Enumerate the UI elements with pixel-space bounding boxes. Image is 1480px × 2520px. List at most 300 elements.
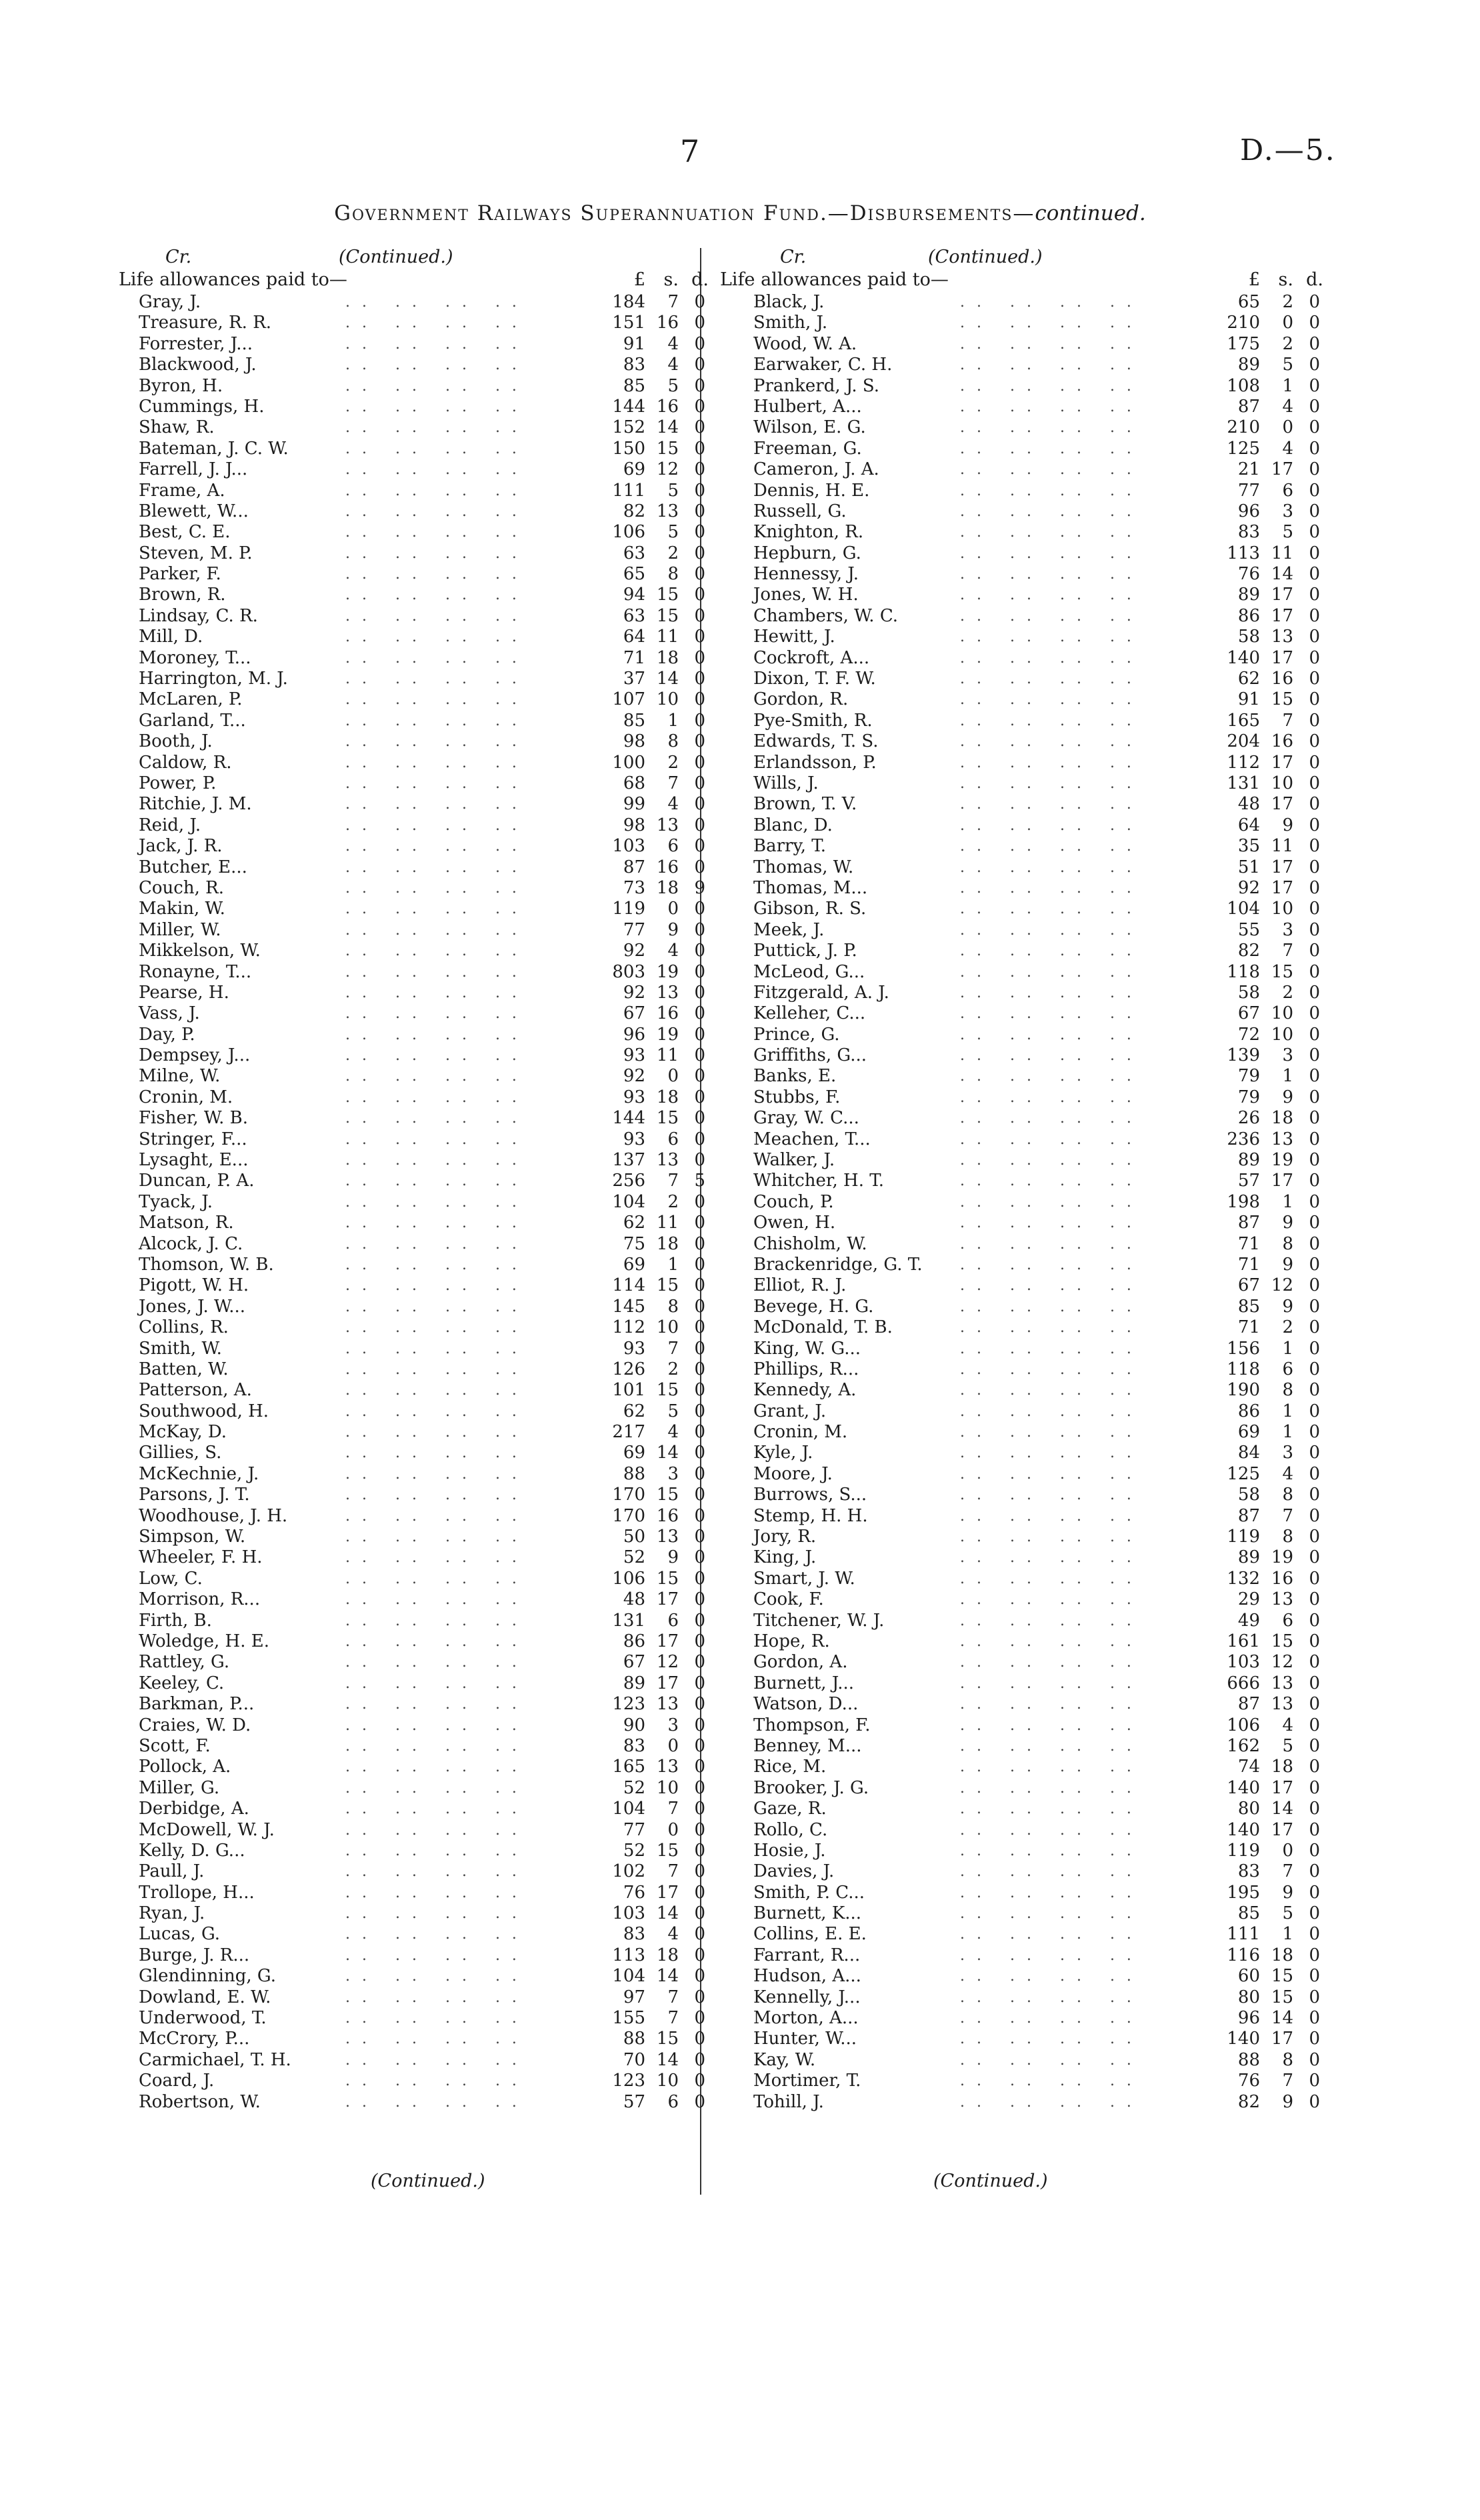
leader-dots: .. .. .. .. xyxy=(960,1759,1143,1776)
amount-pounds: 93 xyxy=(623,1338,645,1359)
leader-dots: .. .. .. .. xyxy=(960,1340,1143,1357)
amount-pence: 0 xyxy=(1309,355,1320,375)
leader-dots: .. .. .. .. xyxy=(345,1277,529,1295)
payee-name: Brackenridge, G. T. xyxy=(753,1254,923,1275)
left-pence-header: d. xyxy=(691,269,709,290)
table-row xyxy=(119,1213,739,1233)
left-heading: Life allowances paid to— xyxy=(119,269,347,290)
table-row xyxy=(119,1003,739,1024)
table-row xyxy=(733,564,1353,585)
right-heading: Life allowances paid to— xyxy=(720,269,949,290)
amount-pence: 0 xyxy=(1309,941,1320,961)
leader-dots: .. .. .. .. xyxy=(960,733,1143,751)
amount-pounds: 217 xyxy=(612,1422,645,1443)
amount-pounds: 55 xyxy=(1237,919,1260,940)
amount-pounds: 29 xyxy=(1237,1589,1260,1610)
payee-name: Blewett, W... xyxy=(139,501,249,521)
payee-name: Lindsay, C. R. xyxy=(139,605,258,626)
left-footer-continued: (Continued.) xyxy=(371,2171,485,2191)
payee-name: Cook, F. xyxy=(753,1589,824,1610)
right-cr-row xyxy=(733,247,1353,269)
leader-dots: .. .. .. .. xyxy=(345,1193,529,1211)
payee-name: Moore, J. xyxy=(753,1463,833,1484)
table-row xyxy=(733,941,1353,961)
payee-name: Gaze, R. xyxy=(753,1799,827,1819)
amount-pence: 0 xyxy=(694,1024,705,1045)
leader-dots: .. .. .. .. xyxy=(960,315,1143,332)
amount-pounds: 83 xyxy=(1237,522,1260,543)
amount-pence: 0 xyxy=(694,1129,705,1149)
amount-pence: 0 xyxy=(1309,815,1320,835)
payee-name: Harrington, M. J. xyxy=(139,669,288,689)
table-row xyxy=(119,1820,739,1841)
amount-shillings: 7 xyxy=(667,1171,679,1191)
amount-pounds: 126 xyxy=(612,1359,645,1379)
payee-name: Firth, B. xyxy=(139,1610,212,1631)
amount-pence: 0 xyxy=(694,1275,705,1296)
leader-dots: .. .. .. .. xyxy=(345,671,529,688)
amount-pounds: 119 xyxy=(1227,1527,1260,1547)
leader-dots: .. .. .. .. xyxy=(960,1968,1143,1985)
payee-name: Miller, W. xyxy=(139,919,221,940)
payee-name: Burnett, J... xyxy=(753,1673,855,1693)
amount-pounds: 69 xyxy=(623,1443,645,1463)
amount-shillings: 3 xyxy=(1282,501,1293,521)
leader-dots: .. .. .. .. xyxy=(960,1382,1143,1399)
table-row xyxy=(119,585,739,605)
payee-name: Rattley, G. xyxy=(139,1652,230,1673)
payee-name: Glendinning, G. xyxy=(139,1966,277,1987)
payee-name: Southwood, H. xyxy=(139,1401,269,1421)
amount-pounds: 77 xyxy=(1237,480,1260,501)
amount-shillings: 2 xyxy=(667,1359,679,1379)
amount-pence: 0 xyxy=(1309,2008,1320,2029)
leader-dots: .. .. .. .. xyxy=(960,1717,1143,1734)
amount-pence: 0 xyxy=(1309,627,1320,647)
leader-dots: .. .. .. .. xyxy=(345,1884,529,1901)
table-row xyxy=(733,1987,1353,2008)
leader-dots: .. .. .. .. xyxy=(345,691,529,709)
amount-pence: 0 xyxy=(694,982,705,1003)
amount-pence: 0 xyxy=(1309,1673,1320,1693)
amount-pence: 0 xyxy=(694,1735,705,1756)
leader-dots: .. .. .. .. xyxy=(345,482,529,499)
table-row xyxy=(733,1611,1353,1631)
table-row xyxy=(733,2029,1353,2049)
leader-dots: .. .. .. .. xyxy=(345,1403,529,1420)
leader-dots: .. .. .. .. xyxy=(345,963,529,981)
amount-pounds: 82 xyxy=(1237,941,1260,961)
payee-name: Meek, J. xyxy=(753,919,825,940)
amount-pence: 0 xyxy=(1309,1757,1320,1777)
amount-pence: 0 xyxy=(1309,1380,1320,1401)
amount-shillings: 2 xyxy=(1282,982,1293,1003)
amount-pounds: 91 xyxy=(1237,689,1260,710)
amount-pounds: 84 xyxy=(1237,1443,1260,1463)
payee-name: Fitzgerald, A. J. xyxy=(753,982,889,1003)
amount-pounds: 144 xyxy=(612,1108,645,1129)
amount-pounds: 93 xyxy=(623,1129,645,1149)
amount-pence: 0 xyxy=(1309,2029,1320,2049)
leader-dots: .. .. .. .. xyxy=(960,838,1143,855)
payee-name: Hunter, W... xyxy=(753,2029,857,2049)
table-row xyxy=(733,1066,1353,1087)
amount-shillings: 13 xyxy=(656,1527,679,1547)
table-row xyxy=(733,1506,1353,1527)
amount-shillings: 15 xyxy=(656,1108,679,1129)
payee-name: Booth, J. xyxy=(139,731,213,752)
leader-dots: .. .. .. .. xyxy=(960,1507,1143,1525)
leader-dots: .. .. .. .. xyxy=(960,1821,1143,1839)
amount-pence: 0 xyxy=(694,1150,705,1171)
table-row xyxy=(733,1275,1353,1296)
table-row xyxy=(733,815,1353,836)
leader-dots: .. .. .. .. xyxy=(345,607,529,625)
table-row xyxy=(733,1213,1353,1233)
amount-pounds: 65 xyxy=(623,564,645,585)
amount-shillings: 17 xyxy=(1271,605,1293,626)
amount-shillings: 14 xyxy=(1271,1799,1293,1819)
amount-pounds: 112 xyxy=(1227,752,1260,773)
leader-dots: .. .. .. .. xyxy=(345,1801,529,1818)
table-row xyxy=(733,1527,1353,1547)
amount-pence: 0 xyxy=(1309,1338,1320,1359)
amount-pounds: 123 xyxy=(612,2071,645,2091)
table-row xyxy=(119,564,739,585)
leader-dots: .. .. .. .. xyxy=(345,1382,529,1399)
table-row xyxy=(733,983,1353,1003)
leader-dots: .. .. .. .. xyxy=(345,2093,529,2111)
leader-dots: .. .. .. .. xyxy=(960,1529,1143,1546)
leader-dots: .. .. .. .. xyxy=(345,1361,529,1378)
amount-pounds: 74 xyxy=(1237,1757,1260,1777)
amount-shillings: 15 xyxy=(1271,1987,1293,2007)
amount-shillings: 10 xyxy=(656,689,679,710)
payee-name: Duncan, P. A. xyxy=(139,1171,255,1191)
leader-dots: .. .. .. .. xyxy=(960,1779,1143,1797)
amount-shillings: 7 xyxy=(667,1338,679,1359)
leader-dots: .. .. .. .. xyxy=(960,1549,1143,1567)
amount-pounds: 118 xyxy=(1227,961,1260,982)
payee-name: McDowell, W. J. xyxy=(139,1819,275,1840)
amount-pence: 0 xyxy=(1309,501,1320,521)
leader-dots: .. .. .. .. xyxy=(345,2031,529,2048)
table-row xyxy=(119,794,739,815)
amount-pence: 0 xyxy=(1309,333,1320,354)
amount-pounds: 52 xyxy=(623,1547,645,1568)
amount-pence: 0 xyxy=(1309,857,1320,877)
left-continued-label: (Continued.) xyxy=(339,247,453,267)
table-row xyxy=(733,1359,1353,1380)
amount-shillings: 14 xyxy=(656,2049,679,2070)
amount-shillings: 15 xyxy=(656,605,679,626)
leader-dots: .. .. .. .. xyxy=(960,1801,1143,1818)
left-cr-row xyxy=(119,247,739,269)
amount-pounds: 60 xyxy=(1237,1966,1260,1987)
leader-dots: .. .. .. .. xyxy=(345,1047,529,1065)
table-row xyxy=(733,1883,1353,1903)
payee-name: Keeley, C. xyxy=(139,1673,225,1693)
leader-dots: .. .. .. .. xyxy=(960,901,1143,918)
table-row xyxy=(733,1924,1353,1945)
amount-pounds: 99 xyxy=(623,794,645,815)
table-row xyxy=(733,878,1353,899)
amount-pounds: 75 xyxy=(623,1233,645,1254)
table-row xyxy=(119,1547,739,1568)
leader-dots: .. .. .. .. xyxy=(345,712,529,729)
amount-shillings: 5 xyxy=(667,522,679,543)
amount-pence: 0 xyxy=(694,480,705,501)
amount-pence: 0 xyxy=(694,1589,705,1610)
payee-name: Stemp, H. H. xyxy=(753,1505,868,1526)
table-row xyxy=(733,397,1353,417)
table-row xyxy=(119,1339,739,1359)
payee-name: Dowland, E. W. xyxy=(139,1987,271,2007)
amount-shillings: 9 xyxy=(1282,1087,1293,1107)
leader-dots: .. .. .. .. xyxy=(960,1654,1143,1671)
amount-shillings: 2 xyxy=(667,543,679,563)
table-row xyxy=(733,1945,1353,1966)
leader-dots: .. .. .. .. xyxy=(960,1445,1143,1462)
amount-pence: 0 xyxy=(694,333,705,354)
amount-pounds: 87 xyxy=(1237,1694,1260,1715)
amount-shillings: 5 xyxy=(667,480,679,501)
payee-name: Jones, J. W... xyxy=(139,1296,245,1317)
payee-name: Kyle, J. xyxy=(753,1443,813,1463)
amount-pence: 0 xyxy=(694,2091,705,2112)
amount-pence: 0 xyxy=(1309,396,1320,417)
payee-name: Whitcher, H. T. xyxy=(753,1171,885,1191)
table-row xyxy=(119,1527,739,1547)
payee-name: Davies, J. xyxy=(753,1861,835,1882)
amount-pounds: 108 xyxy=(1227,375,1260,396)
amount-pounds: 26 xyxy=(1237,1108,1260,1129)
amount-pounds: 73 xyxy=(623,877,645,898)
payee-name: Chambers, W. C. xyxy=(753,605,899,626)
payee-name: Blackwood, J. xyxy=(139,355,257,375)
amount-pounds: 165 xyxy=(1227,710,1260,731)
amount-pence: 0 xyxy=(1309,1191,1320,1212)
amount-pence: 0 xyxy=(694,1840,705,1861)
amount-pounds: 97 xyxy=(623,1987,645,2007)
payee-name: Wills, J. xyxy=(753,773,819,793)
payee-name: Brooker, J. G. xyxy=(753,1777,869,1798)
table-row xyxy=(733,794,1353,815)
leader-dots: .. .. .. .. xyxy=(960,2093,1143,2111)
amount-pounds: 103 xyxy=(612,836,645,857)
table-row xyxy=(733,773,1353,794)
leader-dots: .. .. .. .. xyxy=(960,1026,1143,1043)
table-row xyxy=(733,1171,1353,1191)
table-row xyxy=(119,648,739,669)
amount-shillings: 2 xyxy=(667,752,679,773)
payee-name: Underwood, T. xyxy=(139,2008,267,2029)
payee-name: McDonald, T. B. xyxy=(753,1317,893,1338)
table-row xyxy=(119,376,739,397)
amount-pounds: 92 xyxy=(623,1066,645,1087)
amount-shillings: 19 xyxy=(1271,1547,1293,1568)
leader-dots: .. .. .. .. xyxy=(960,796,1143,813)
payee-name: Erlandsson, P. xyxy=(753,752,877,773)
leader-dots: .. .. .. .. xyxy=(345,984,529,1001)
table-row xyxy=(733,1569,1353,1589)
table-row xyxy=(733,1631,1353,1652)
leader-dots: .. .. .. .. xyxy=(345,1068,529,1085)
payee-name: Couch, P. xyxy=(753,1191,834,1212)
amount-pounds: 150 xyxy=(612,438,645,459)
leader-dots: .. .. .. .. xyxy=(960,1047,1143,1065)
table-row xyxy=(119,1569,739,1589)
amount-pounds: 132 xyxy=(1227,1568,1260,1589)
payee-name: Pye-Smith, R. xyxy=(753,710,873,731)
payee-name: Best, C. E. xyxy=(139,522,231,543)
leader-dots: .. .. .. .. xyxy=(960,482,1143,499)
leader-dots: .. .. .. .. xyxy=(960,2031,1143,2048)
amount-shillings: 18 xyxy=(1271,1108,1293,1129)
amount-pence: 0 xyxy=(1309,313,1320,333)
amount-shillings: 1 xyxy=(667,710,679,731)
amount-shillings: 1 xyxy=(1282,1191,1293,1212)
amount-shillings: 1 xyxy=(1282,1422,1293,1443)
amount-pounds: 190 xyxy=(1227,1380,1260,1401)
payee-name: Forrester, J... xyxy=(139,333,253,354)
table-row xyxy=(733,334,1353,355)
amount-shillings: 10 xyxy=(1271,1024,1293,1045)
leader-dots: .. .. .. .. xyxy=(960,1696,1143,1713)
amount-pounds: 106 xyxy=(612,1568,645,1589)
payee-name: Watson, D... xyxy=(753,1694,859,1715)
payee-name: Cockroft, A... xyxy=(753,647,870,668)
amount-shillings: 12 xyxy=(656,1652,679,1673)
payee-name: Thomas, W. xyxy=(753,857,854,877)
amount-pounds: 67 xyxy=(623,1003,645,1024)
payee-name: Kennelly, J... xyxy=(753,1987,861,2007)
amount-pence: 0 xyxy=(1309,1003,1320,1024)
leader-dots: .. .. .. .. xyxy=(960,1465,1143,1483)
amount-shillings: 13 xyxy=(656,1694,679,1715)
leader-dots: .. .. .. .. xyxy=(345,1821,529,1839)
amount-pence: 0 xyxy=(694,1945,705,1965)
payee-name: Shaw, R. xyxy=(139,417,215,438)
amount-pounds: 87 xyxy=(623,857,645,877)
table-row xyxy=(733,376,1353,397)
amount-pence: 0 xyxy=(1309,1024,1320,1045)
amount-pence: 0 xyxy=(694,355,705,375)
amount-pence: 0 xyxy=(694,1903,705,1924)
amount-shillings: 3 xyxy=(1282,1443,1293,1463)
table-row xyxy=(733,753,1353,773)
amount-shillings: 7 xyxy=(667,1799,679,1819)
amount-shillings: 4 xyxy=(1282,438,1293,459)
payee-name: Puttick, J. P. xyxy=(753,941,857,961)
amount-pounds: 96 xyxy=(1237,2008,1260,2029)
leader-dots: .. .. .. .. xyxy=(345,1256,529,1273)
amount-pence: 0 xyxy=(1309,543,1320,563)
table-row xyxy=(733,1715,1353,1736)
leader-dots: .. .. .. .. xyxy=(960,1256,1143,1273)
leader-dots: .. .. .. .. xyxy=(345,1905,529,1923)
leader-dots: .. .. .. .. xyxy=(960,1152,1143,1169)
amount-pounds: 57 xyxy=(1237,1171,1260,1191)
payee-name: King, J. xyxy=(753,1547,817,1568)
amount-pounds: 137 xyxy=(612,1150,645,1171)
leader-dots: .. .. .. .. xyxy=(960,2051,1143,2069)
table-row xyxy=(733,1025,1353,1045)
table-row xyxy=(733,1255,1353,1275)
payee-name: McCrory, P... xyxy=(139,2029,250,2049)
amount-shillings: 12 xyxy=(656,459,679,480)
left-cr-label: Cr. xyxy=(165,247,192,267)
amount-shillings: 13 xyxy=(656,1150,679,1171)
table-row xyxy=(733,899,1353,919)
amount-shillings: 5 xyxy=(667,375,679,396)
amount-pence: 0 xyxy=(1309,1610,1320,1631)
amount-pence: 0 xyxy=(1309,1924,1320,1945)
amount-pounds: 88 xyxy=(623,2029,645,2049)
amount-pence: 0 xyxy=(694,1359,705,1379)
amount-pounds: 86 xyxy=(1237,1401,1260,1421)
amount-pence: 0 xyxy=(694,1882,705,1903)
amount-shillings: 15 xyxy=(656,438,679,459)
payee-name: McLaren, P. xyxy=(139,689,243,710)
amount-shillings: 17 xyxy=(1271,647,1293,668)
amount-pounds: 210 xyxy=(1227,313,1260,333)
leader-dots: .. .. .. .. xyxy=(345,1215,529,1232)
amount-pounds: 85 xyxy=(623,710,645,731)
table-row xyxy=(119,459,739,480)
payee-name: Butcher, E... xyxy=(139,857,247,877)
amount-shillings: 15 xyxy=(1271,961,1293,982)
payee-name: Knighton, R. xyxy=(753,522,864,543)
amount-pence: 0 xyxy=(1309,1233,1320,1254)
payee-name: Patterson, A. xyxy=(139,1380,252,1401)
payee-name: Barkman, P... xyxy=(139,1694,255,1715)
leader-dots: .. .. .. .. xyxy=(960,1005,1143,1023)
amount-pence: 0 xyxy=(1309,564,1320,585)
amount-shillings: 15 xyxy=(656,1275,679,1296)
amount-shillings: 7 xyxy=(1282,710,1293,731)
amount-pounds: 83 xyxy=(1237,1861,1260,1882)
amount-pence: 0 xyxy=(694,292,705,312)
table-row xyxy=(119,1652,739,1673)
table-row xyxy=(119,1485,739,1505)
amount-pounds: 48 xyxy=(1237,794,1260,815)
amount-pence: 0 xyxy=(694,1191,705,1212)
table-row xyxy=(119,334,739,355)
amount-pounds: 89 xyxy=(1237,585,1260,605)
amount-pence: 0 xyxy=(1309,585,1320,605)
table-row xyxy=(119,899,739,919)
leader-dots: .. .. .. .. xyxy=(345,1173,529,1190)
payee-name: Lysaght, E... xyxy=(139,1150,249,1171)
amount-pounds: 93 xyxy=(623,1087,645,1107)
leader-dots: .. .. .. .. xyxy=(960,1298,1143,1315)
payee-name: Ryan, J. xyxy=(139,1903,205,1924)
leader-dots: .. .. .. .. xyxy=(345,1424,529,1441)
table-row xyxy=(119,2071,739,2091)
payee-name: Cronin, M. xyxy=(753,1422,848,1443)
table-row xyxy=(733,1339,1353,1359)
amount-pounds: 85 xyxy=(623,375,645,396)
amount-pounds: 107 xyxy=(612,689,645,710)
amount-shillings: 10 xyxy=(1271,1003,1293,1024)
amount-pence: 0 xyxy=(694,417,705,438)
amount-pence: 0 xyxy=(694,1715,705,1735)
amount-pence: 0 xyxy=(1309,1463,1320,1484)
amount-shillings: 8 xyxy=(667,731,679,752)
amount-pence: 0 xyxy=(1309,647,1320,668)
table-row xyxy=(119,355,739,375)
